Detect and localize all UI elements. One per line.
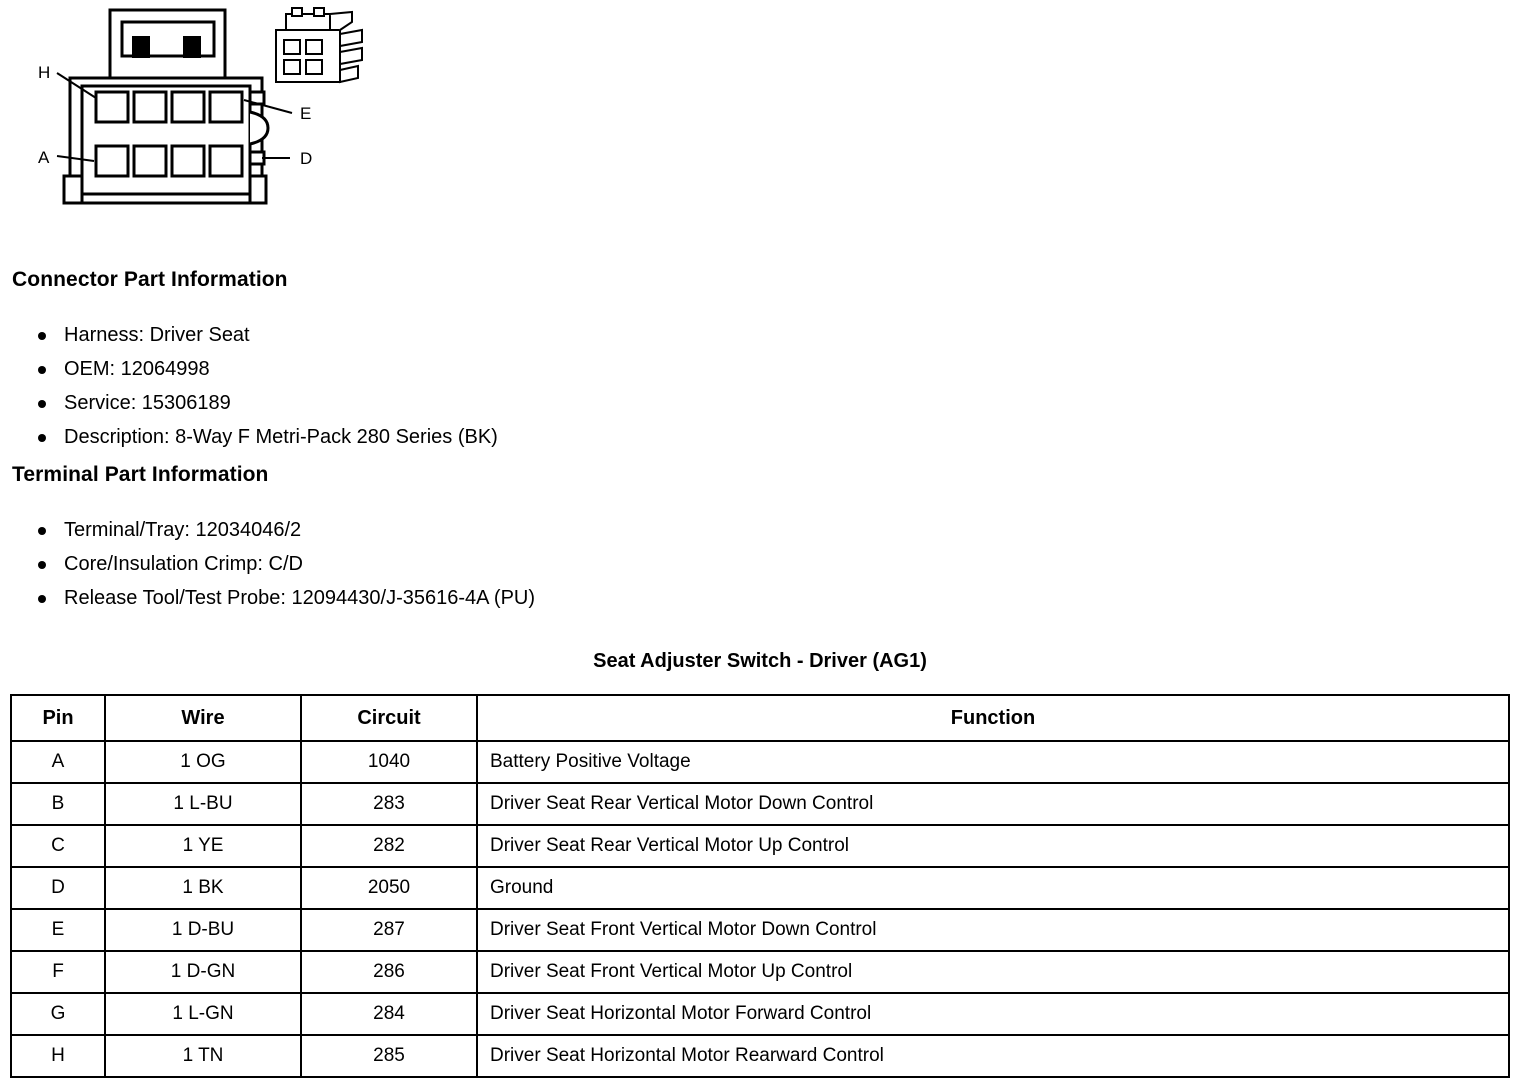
cell-circuit: 1040 <box>301 741 477 783</box>
table-row <box>11 825 1509 867</box>
cell-wire: 1 D-GN <box>105 951 301 993</box>
list-item: Core/Insulation Crimp: C/D <box>12 547 535 581</box>
cell-function: Driver Seat Front Vertical Motor Up Control <box>477 951 1509 993</box>
cell-wire: 1 YE <box>105 825 301 867</box>
table-row <box>11 993 1509 1035</box>
column-header-circuit: Circuit <box>301 695 477 741</box>
pinout-table-title: Seat Adjuster Switch - Driver (AG1) <box>593 650 927 672</box>
cell-function: Driver Seat Front Vertical Motor Down Control <box>477 909 1509 951</box>
cell-function: Driver Seat Horizontal Motor Forward Control <box>477 993 1509 1035</box>
column-header-wire: Wire <box>105 695 301 741</box>
list-item: Description: 8-Way F Metri-Pack 280 Series (BK) <box>12 420 498 454</box>
cell-circuit: 284 <box>301 993 477 1035</box>
cell-wire: 1 D-BU <box>105 909 301 951</box>
cell-wire: 1 TN <box>105 1035 301 1077</box>
list-item: Terminal/Tray: 12034046/2 <box>12 513 535 547</box>
connector-part-information-heading: Connector Part Information <box>12 268 288 291</box>
cell-pin: B <box>11 783 105 825</box>
callout-label-h: H <box>38 63 51 82</box>
callout-label-d: D <box>300 149 313 168</box>
cell-function: Driver Seat Rear Vertical Motor Down Control <box>477 783 1509 825</box>
cell-circuit: 287 <box>301 909 477 951</box>
table-header-row <box>11 695 1509 741</box>
cell-pin: H <box>11 1035 105 1077</box>
list-item: Service: 15306189 <box>12 386 498 420</box>
connector-diagram-svg <box>0 0 420 232</box>
cell-pin: A <box>11 741 105 783</box>
column-header-function: Function <box>477 695 1509 741</box>
pinout-table-container <box>10 694 1510 1078</box>
callout-label-e: E <box>300 104 312 123</box>
cell-pin: C <box>11 825 105 867</box>
table-row <box>11 867 1509 909</box>
table-row <box>11 951 1509 993</box>
cell-circuit: 282 <box>301 825 477 867</box>
terminal-part-information-list <box>12 513 535 615</box>
cell-wire: 1 L-GN <box>105 993 301 1035</box>
cell-function: Driver Seat Rear Vertical Motor Up Control <box>477 825 1509 867</box>
cell-pin: D <box>11 867 105 909</box>
table-row <box>11 783 1509 825</box>
cell-wire: 1 BK <box>105 867 301 909</box>
callout-label-a: A <box>38 148 50 167</box>
cell-circuit: 286 <box>301 951 477 993</box>
cell-wire: 1 OG <box>105 741 301 783</box>
cell-circuit: 283 <box>301 783 477 825</box>
table-row <box>11 909 1509 951</box>
cell-pin: E <box>11 909 105 951</box>
connector-part-information-list <box>12 318 498 454</box>
cell-function: Driver Seat Horizontal Motor Rearward Control <box>477 1035 1509 1077</box>
connector-illustration <box>0 0 420 232</box>
cell-function: Ground <box>477 867 1509 909</box>
cell-pin: F <box>11 951 105 993</box>
column-header-pin: Pin <box>11 695 105 741</box>
pinout-table <box>10 694 1510 1078</box>
list-item: Release Tool/Test Probe: 12094430/J-35616-4A (PU) <box>12 581 535 615</box>
cell-pin: G <box>11 993 105 1035</box>
list-item: Harness: Driver Seat <box>12 318 498 352</box>
list-item: OEM: 12064998 <box>12 352 498 386</box>
table-row <box>11 1035 1509 1077</box>
cell-circuit: 2050 <box>301 867 477 909</box>
cell-function: Battery Positive Voltage <box>477 741 1509 783</box>
table-row <box>11 741 1509 783</box>
terminal-part-information-heading: Terminal Part Information <box>12 463 269 486</box>
cell-circuit: 285 <box>301 1035 477 1077</box>
cell-wire: 1 L-BU <box>105 783 301 825</box>
